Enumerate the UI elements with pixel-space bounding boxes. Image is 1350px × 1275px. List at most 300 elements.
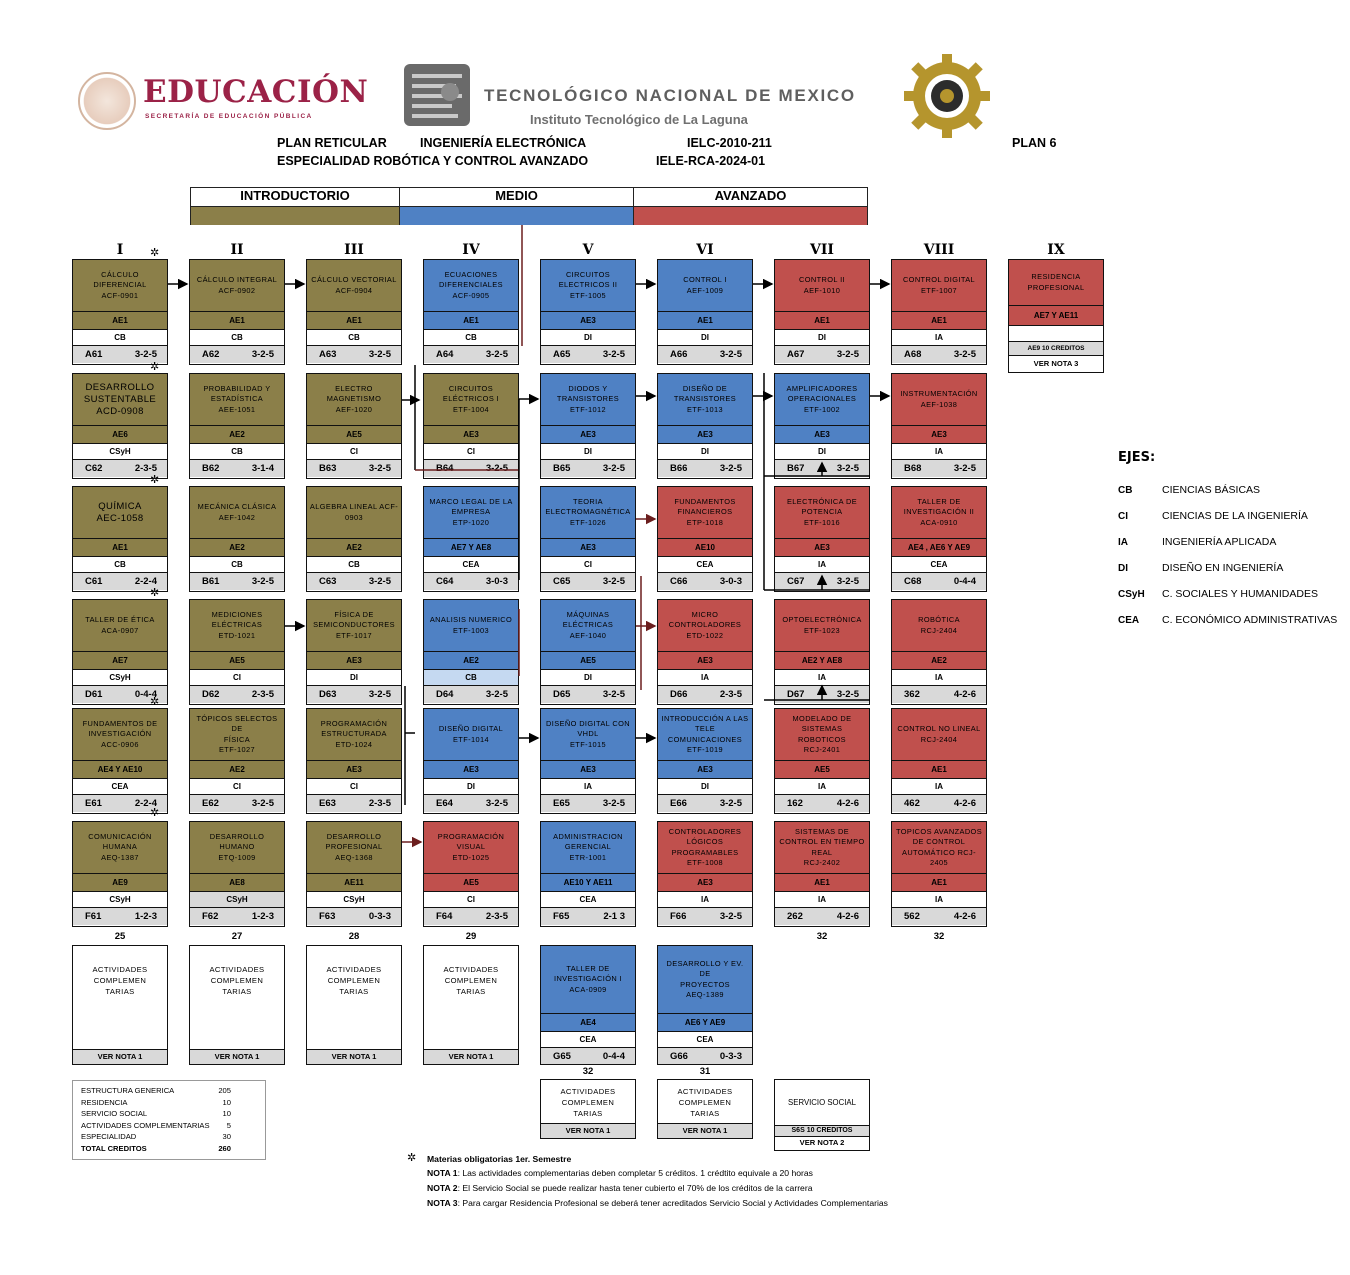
credits-label: TOTAL CREDITOS bbox=[81, 1143, 147, 1153]
course-credits: 3-2-5 bbox=[602, 798, 625, 809]
course-name: PROBABILIDAD Y ESTADÍSTICA AEE-1051 bbox=[190, 374, 284, 426]
course-credits: 3-2-5 bbox=[134, 349, 157, 360]
course-competence: AE3 bbox=[307, 652, 401, 670]
course-card[interactable] bbox=[774, 599, 870, 705]
course-credits: 4-2-6 bbox=[953, 911, 976, 922]
course-card[interactable] bbox=[540, 945, 636, 1065]
eje-row bbox=[1118, 532, 1276, 550]
eje-value: CIENCIAS BÁSICAS bbox=[1162, 484, 1261, 496]
course-name: ADMINISTRACION GERENCIAL ETR-1001 bbox=[541, 822, 635, 874]
course-card[interactable] bbox=[540, 259, 636, 365]
course-credits: 3-2-5 bbox=[368, 576, 391, 587]
course-competence: AE2 bbox=[190, 426, 284, 444]
note-3-label: NOTA 3 bbox=[427, 1198, 458, 1208]
course-credits: 3-2-5 bbox=[251, 576, 274, 587]
course-name: MEDICIONES ELÉCTRICAS ETD-1021 bbox=[190, 600, 284, 652]
note-1 bbox=[427, 1168, 813, 1178]
course-axis: IA bbox=[892, 670, 986, 686]
course-card[interactable] bbox=[891, 708, 987, 814]
semester-VII: VII bbox=[810, 242, 834, 258]
course-footer bbox=[424, 346, 518, 363]
credits-value: 260 bbox=[218, 1143, 231, 1153]
course-credits: 2-3-5 bbox=[719, 689, 742, 700]
course-credits: 0-4-4 bbox=[602, 1051, 625, 1062]
plan-number: PLAN 6 bbox=[1012, 136, 1057, 150]
plan-label: PLAN RETICULAR bbox=[277, 136, 387, 150]
course-footer bbox=[424, 908, 518, 925]
course-footer bbox=[892, 686, 986, 703]
course-code: C66 bbox=[670, 576, 688, 587]
course-axis: IA bbox=[658, 670, 752, 686]
course-card[interactable] bbox=[306, 373, 402, 479]
course-competence: AE5 bbox=[307, 426, 401, 444]
credits-label: ESTRUCTURA GENERICA bbox=[81, 1086, 175, 1095]
course-code: F61 bbox=[85, 911, 102, 922]
course-axis: CEA bbox=[658, 1032, 752, 1048]
course-code: A68 bbox=[904, 349, 922, 360]
gear-star-icon: ✲ bbox=[150, 474, 160, 486]
course-credits: 3-2-5 bbox=[368, 689, 391, 700]
gear-star-icon: ✲ bbox=[407, 1152, 417, 1164]
credits-value: 10 bbox=[222, 1097, 231, 1107]
eje-key: DI bbox=[1118, 563, 1128, 574]
level-legend bbox=[190, 187, 868, 225]
course-footer bbox=[307, 346, 401, 363]
course-axis: CB bbox=[307, 330, 401, 346]
course-name: TÓPICOS SELECTOS DE FÍSICA ETF-1027 bbox=[190, 709, 284, 761]
course-code: 162 bbox=[787, 798, 803, 809]
course-name: ELECTRO MAGNETISMO AEF-1020 bbox=[307, 374, 401, 426]
course-name: MÁQUINAS ELÉCTRICAS AEF-1040 bbox=[541, 600, 635, 652]
semester-IX: IX bbox=[1047, 242, 1065, 258]
course-competence: AE2 bbox=[190, 761, 284, 779]
course-competence: AE10 Y AE11 bbox=[541, 874, 635, 892]
note-star: Materias obligatorias 1er. Semestre bbox=[427, 1154, 572, 1164]
course-card[interactable] bbox=[423, 599, 519, 705]
course-credits: 3-2-5 bbox=[719, 798, 742, 809]
course-competence: AE3 bbox=[541, 761, 635, 779]
course-card[interactable] bbox=[189, 486, 285, 592]
course-code: C62 bbox=[85, 463, 103, 474]
course-competence: AE6 Y AE9 bbox=[658, 1014, 752, 1032]
course-name: FUNDAMENTOS FINANCIEROS ETP-1018 bbox=[658, 487, 752, 539]
credits-row bbox=[81, 1108, 257, 1120]
course-footer bbox=[892, 346, 986, 363]
activities-text: ACTIVIDADES COMPLEMEN TARIAS bbox=[677, 1087, 733, 1118]
semester-total: 28 bbox=[348, 931, 360, 942]
course-competence: AE2 bbox=[307, 539, 401, 557]
course-card[interactable] bbox=[189, 599, 285, 705]
course-competence: AE5 bbox=[190, 652, 284, 670]
course-footer bbox=[307, 686, 401, 703]
course-competence: AE4 Y AE10 bbox=[73, 761, 167, 779]
course-credits: 4-2-6 bbox=[836, 798, 859, 809]
course-card[interactable] bbox=[774, 373, 870, 479]
course-credits: 3-2-5 bbox=[953, 463, 976, 474]
course-card[interactable] bbox=[891, 821, 987, 927]
course-name: INTRODUCCIÓN A LAS TELE COMUNICACIONES ETF-1019 bbox=[658, 709, 752, 761]
course-competence: AE2 bbox=[190, 539, 284, 557]
course-card[interactable] bbox=[306, 599, 402, 705]
course-axis: CB bbox=[307, 557, 401, 573]
course-competence: AE3 bbox=[658, 426, 752, 444]
course-competence: AE1 bbox=[73, 312, 167, 330]
course-code: D66 bbox=[670, 689, 688, 700]
course-code: E66 bbox=[670, 798, 687, 809]
activities-card[interactable] bbox=[72, 945, 168, 1065]
course-name: ALGEBRA LINEAL ACF- 0903 bbox=[307, 487, 401, 539]
course-code: 262 bbox=[787, 911, 803, 922]
career-name: INGENIERÍA ELECTRÓNICA bbox=[420, 136, 587, 150]
course-card[interactable] bbox=[540, 708, 636, 814]
course-name: DESARROLLO HUMANO ETQ-1009 bbox=[190, 822, 284, 874]
course-footer bbox=[307, 460, 401, 477]
eje-key: CSyH bbox=[1118, 589, 1145, 600]
gear-star-icon: ✲ bbox=[150, 587, 160, 599]
course-competence: AE3 bbox=[658, 652, 752, 670]
course-credits: 4-2-6 bbox=[953, 689, 976, 700]
course-axis: CI bbox=[424, 892, 518, 908]
course-credits: 3-2-5 bbox=[485, 689, 508, 700]
course-code: E61 bbox=[85, 798, 102, 809]
course-card[interactable] bbox=[72, 708, 168, 814]
course-credits: 2-3-5 bbox=[368, 798, 391, 809]
course-footer bbox=[190, 573, 284, 590]
credits-label: RESIDENCIA bbox=[81, 1097, 128, 1107]
course-footer bbox=[775, 346, 869, 363]
course-axis: CB bbox=[424, 670, 518, 686]
course-credits: 3-2-5 bbox=[719, 463, 742, 474]
course-competence: AE2 bbox=[424, 652, 518, 670]
note-2 bbox=[427, 1183, 812, 1193]
course-code: A61 bbox=[85, 349, 103, 360]
activities-text: ACTIVIDADES COMPLEMEN TARIAS bbox=[443, 965, 499, 996]
course-code: A67 bbox=[787, 349, 805, 360]
course-credits: 3-2-5 bbox=[836, 689, 859, 700]
level-label: INTRODUCTORIO bbox=[240, 188, 350, 203]
course-code: E64 bbox=[436, 798, 453, 809]
course-competence: AE3 bbox=[775, 539, 869, 557]
course-credits: 2-2-4 bbox=[134, 576, 157, 587]
course-credits: 2-1 3 bbox=[603, 911, 625, 922]
course-name: CÁLCULO VECTORIAL ACF-0904 bbox=[307, 260, 401, 312]
semester-I: I bbox=[116, 242, 124, 258]
eje-key: CB bbox=[1118, 485, 1133, 496]
course-code: 362 bbox=[904, 689, 920, 700]
course-footer bbox=[892, 908, 986, 925]
servicio-text: SERVICIO SOCIAL bbox=[775, 1080, 869, 1126]
course-competence: AE3 bbox=[658, 874, 752, 892]
course-footer bbox=[892, 573, 986, 590]
course-card[interactable] bbox=[306, 821, 402, 927]
course-name: OPTOELECTRÓNICA ETF-1023 bbox=[775, 600, 869, 652]
semester-total: 32 bbox=[816, 931, 828, 942]
course-card[interactable] bbox=[189, 821, 285, 927]
course-card[interactable] bbox=[72, 599, 168, 705]
course-card[interactable] bbox=[540, 599, 636, 705]
course-code: D67 bbox=[787, 689, 805, 700]
course-code: 462 bbox=[904, 798, 920, 809]
semester-total: 25 bbox=[114, 931, 126, 942]
servicio-social-card[interactable] bbox=[774, 1079, 870, 1151]
course-axis: CI bbox=[541, 557, 635, 573]
activities-note: VER NOTA 1 bbox=[658, 1123, 752, 1138]
course-name: COMUNICACIÓN HUMANA AEQ-1387 bbox=[73, 822, 167, 874]
course-footer bbox=[73, 908, 167, 925]
credits-row bbox=[81, 1120, 257, 1132]
activities-card[interactable] bbox=[306, 945, 402, 1065]
credits-value: 205 bbox=[218, 1086, 231, 1095]
course-name: TEORIA ELECTROMAGNÉTICA ETF-1026 bbox=[541, 487, 635, 539]
course-code: B67 bbox=[787, 463, 805, 474]
course-card[interactable] bbox=[189, 373, 285, 479]
course-competence: AE2 Y AE8 bbox=[775, 652, 869, 670]
course-card[interactable] bbox=[72, 259, 168, 365]
course-card[interactable] bbox=[423, 259, 519, 365]
course-card[interactable] bbox=[891, 486, 987, 592]
course-credits: 3-2-5 bbox=[719, 349, 742, 360]
course-axis: CSyH bbox=[307, 892, 401, 908]
semester-total: 27 bbox=[231, 931, 243, 942]
activities-text: ACTIVIDADES COMPLEMEN TARIAS bbox=[92, 965, 148, 996]
course-card[interactable] bbox=[891, 599, 987, 705]
course-credits: 0-4-4 bbox=[134, 689, 157, 700]
course-competence: AE1 bbox=[307, 312, 401, 330]
course-axis: CB bbox=[190, 330, 284, 346]
course-card[interactable] bbox=[540, 821, 636, 927]
credits-row bbox=[81, 1131, 257, 1143]
course-code: B65 bbox=[553, 463, 571, 474]
course-name: INSTRUMENTACIÓN AEF-1038 bbox=[892, 374, 986, 426]
course-code: D64 bbox=[436, 689, 454, 700]
gear-star-icon: ✲ bbox=[150, 807, 160, 819]
course-card[interactable] bbox=[423, 708, 519, 814]
course-competence: AE7 bbox=[73, 652, 167, 670]
eje-value: CIENCIAS DE LA INGENIERÍA bbox=[1162, 510, 1308, 522]
course-axis: CB bbox=[190, 444, 284, 460]
course-axis: CEA bbox=[892, 557, 986, 573]
course-axis: IA bbox=[658, 892, 752, 908]
course-axis: CB bbox=[73, 330, 167, 346]
course-footer bbox=[307, 908, 401, 925]
course-name: DISEÑO DIGITAL ETF-1014 bbox=[424, 709, 518, 761]
course-credits: 2-3-5 bbox=[134, 463, 157, 474]
course-card[interactable] bbox=[657, 945, 753, 1065]
eje-row bbox=[1118, 558, 1283, 576]
activities-card[interactable] bbox=[657, 1079, 753, 1139]
course-axis: CB bbox=[73, 557, 167, 573]
course-competence: AE5 bbox=[541, 652, 635, 670]
course-name: TALLER DE INVESTIGACIÓN I ACA-0909 bbox=[541, 946, 635, 1014]
course-footer bbox=[307, 795, 401, 812]
course-footer bbox=[775, 908, 869, 925]
course-card[interactable] bbox=[423, 373, 519, 479]
course-card[interactable] bbox=[891, 259, 987, 365]
course-axis: IA bbox=[541, 779, 635, 795]
course-name: CIRCUITOS ELECTRICOS II ETF-1005 bbox=[541, 260, 635, 312]
course-footer bbox=[775, 795, 869, 812]
course-code: A64 bbox=[436, 349, 454, 360]
course-footer bbox=[892, 460, 986, 477]
course-code: A65 bbox=[553, 349, 571, 360]
activities-card[interactable] bbox=[540, 1079, 636, 1139]
credits-label: SERVICIO SOCIAL bbox=[81, 1109, 148, 1118]
course-card[interactable] bbox=[657, 486, 753, 592]
course-footer bbox=[658, 908, 752, 925]
course-competence: AE9 bbox=[73, 874, 167, 892]
course-credits: 2-3-5 bbox=[485, 911, 508, 922]
course-footer bbox=[892, 795, 986, 812]
activities-text: ACTIVIDADES COMPLEMEN TARIAS bbox=[326, 965, 382, 996]
activities-note: VER NOTA 1 bbox=[73, 1049, 167, 1064]
course-footer bbox=[658, 795, 752, 812]
course-footer bbox=[658, 1048, 752, 1065]
course-credits: 0-4-4 bbox=[953, 576, 976, 587]
activities-card[interactable] bbox=[189, 945, 285, 1065]
activities-card[interactable] bbox=[423, 945, 519, 1065]
servicio-credits: S6S 10 CREDITOS bbox=[775, 1126, 869, 1137]
note-1-text: : Las actividades complementarias deben completar 5 créditos. 1 crédtito equivale a 20 horas bbox=[457, 1168, 813, 1178]
course-code: D63 bbox=[319, 689, 337, 700]
course-card[interactable] bbox=[774, 486, 870, 592]
level-medio bbox=[399, 187, 634, 225]
course-card[interactable] bbox=[891, 373, 987, 479]
level-avanzado bbox=[633, 187, 868, 225]
course-code: F62 bbox=[202, 911, 219, 922]
course-card[interactable] bbox=[540, 486, 636, 592]
course-name: QUÍMICA AEC-1058 bbox=[73, 487, 167, 539]
itl-gear-logo bbox=[902, 52, 992, 140]
course-code: C65 bbox=[553, 576, 571, 587]
eje-key: IA bbox=[1118, 537, 1128, 548]
eje-row bbox=[1118, 506, 1308, 524]
activities-text: ACTIVIDADES COMPLEMEN TARIAS bbox=[209, 965, 265, 996]
eje-value: INGENIERÍA APLICADA bbox=[1162, 536, 1277, 548]
course-card[interactable] bbox=[774, 708, 870, 814]
course-credits: 3-1-4 bbox=[251, 463, 274, 474]
course-axis: DI bbox=[307, 670, 401, 686]
credits-row bbox=[81, 1097, 257, 1109]
course-code: F64 bbox=[436, 911, 453, 922]
course-axis: DI bbox=[541, 330, 635, 346]
credits-label: ACTIVIDADES COMPLEMENTARIAS bbox=[81, 1120, 210, 1130]
course-footer bbox=[541, 346, 635, 363]
course-card[interactable] bbox=[189, 708, 285, 814]
activities-note: VER NOTA 1 bbox=[541, 1123, 635, 1138]
course-code: D62 bbox=[202, 689, 220, 700]
course-competence: AE5 bbox=[424, 874, 518, 892]
course-footer bbox=[190, 686, 284, 703]
course-card[interactable] bbox=[72, 821, 168, 927]
course-card[interactable] bbox=[72, 486, 168, 592]
semester-total: 31 bbox=[699, 1066, 711, 1077]
course-card[interactable] bbox=[657, 821, 753, 927]
course-code: B68 bbox=[904, 463, 922, 474]
course-footer bbox=[190, 795, 284, 812]
note-2-label: NOTA 2 bbox=[427, 1183, 458, 1193]
note-3 bbox=[427, 1198, 888, 1208]
course-footer bbox=[658, 460, 752, 477]
course-name: TOPICOS AVANZADOS DE CONTROL AUTOMÁTICO RCJ- 2405 bbox=[892, 822, 986, 874]
course-code: D65 bbox=[553, 689, 571, 700]
course-card[interactable] bbox=[657, 708, 753, 814]
course-axis: CI bbox=[307, 779, 401, 795]
eje-key: CEA bbox=[1118, 615, 1140, 626]
eje-row bbox=[1118, 610, 1337, 628]
course-card[interactable] bbox=[657, 259, 753, 365]
course-name: MARCO LEGAL DE LA EMPRESA ETP-1020 bbox=[424, 487, 518, 539]
course-name: ECUACIONES DIFERENCIALES ACF-0905 bbox=[424, 260, 518, 312]
course-card[interactable] bbox=[657, 373, 753, 479]
course-code: B63 bbox=[319, 463, 337, 474]
course-credits: 3-0-3 bbox=[485, 576, 508, 587]
course-name: CONTROL I AEF-1009 bbox=[658, 260, 752, 312]
semester-III: III bbox=[344, 242, 364, 258]
course-name: PROGRAMACIÓN VISUAL ETD-1025 bbox=[424, 822, 518, 874]
course-credits: 4-2-6 bbox=[836, 911, 859, 922]
semester-VIII: VIII bbox=[923, 242, 955, 258]
course-axis: DI bbox=[658, 779, 752, 795]
course-axis: CSyH bbox=[73, 670, 167, 686]
gear-star-icon: ✲ bbox=[150, 696, 160, 708]
residencia-card[interactable] bbox=[1008, 259, 1104, 373]
tecnm-logo bbox=[402, 62, 472, 128]
course-axis: DI bbox=[658, 444, 752, 460]
eje-key: CI bbox=[1118, 511, 1128, 522]
course-footer bbox=[541, 460, 635, 477]
course-code: C64 bbox=[436, 576, 454, 587]
course-card[interactable] bbox=[306, 259, 402, 365]
course-card[interactable] bbox=[540, 373, 636, 479]
course-card[interactable] bbox=[306, 708, 402, 814]
course-card[interactable] bbox=[774, 259, 870, 365]
course-card[interactable] bbox=[189, 259, 285, 365]
course-card[interactable] bbox=[774, 821, 870, 927]
course-credits: 3-2-5 bbox=[602, 689, 625, 700]
gear-star-icon: ✲ bbox=[150, 247, 160, 259]
course-credits: 0-3-3 bbox=[368, 911, 391, 922]
course-card[interactable] bbox=[423, 821, 519, 927]
course-name: ROBÓTICA RCJ-2404 bbox=[892, 600, 986, 652]
residencia-credits: AE9 10 CREDITOS bbox=[1009, 342, 1103, 356]
semester-total: 32 bbox=[933, 931, 945, 942]
course-code: B62 bbox=[202, 463, 220, 474]
course-name: CÁLCULO DIFERENCIAL ACF-0901 bbox=[73, 260, 167, 312]
course-credits: 3-2-5 bbox=[836, 463, 859, 474]
course-axis: CEA bbox=[658, 557, 752, 573]
course-card[interactable] bbox=[657, 599, 753, 705]
course-competence: AE1 bbox=[892, 874, 986, 892]
semester-V: V bbox=[582, 242, 594, 258]
course-card[interactable] bbox=[423, 486, 519, 592]
eje-row bbox=[1118, 480, 1260, 498]
course-card[interactable] bbox=[72, 373, 168, 479]
course-credits: 3-2-5 bbox=[485, 349, 508, 360]
course-competence: AE7 Y AE8 bbox=[424, 539, 518, 557]
course-name: AMPLIFICADORES OPERACIONALES ETF-1002 bbox=[775, 374, 869, 426]
course-credits: 3-2-5 bbox=[251, 349, 274, 360]
course-footer bbox=[424, 686, 518, 703]
course-competence: AE1 bbox=[73, 539, 167, 557]
level-label: MEDIO bbox=[495, 188, 538, 203]
course-footer bbox=[775, 460, 869, 477]
course-card[interactable] bbox=[306, 486, 402, 592]
course-code: B61 bbox=[202, 576, 220, 587]
credits-row bbox=[81, 1143, 257, 1155]
course-competence: AE3 bbox=[424, 761, 518, 779]
course-competence: AE3 bbox=[307, 761, 401, 779]
course-code: E63 bbox=[319, 798, 336, 809]
